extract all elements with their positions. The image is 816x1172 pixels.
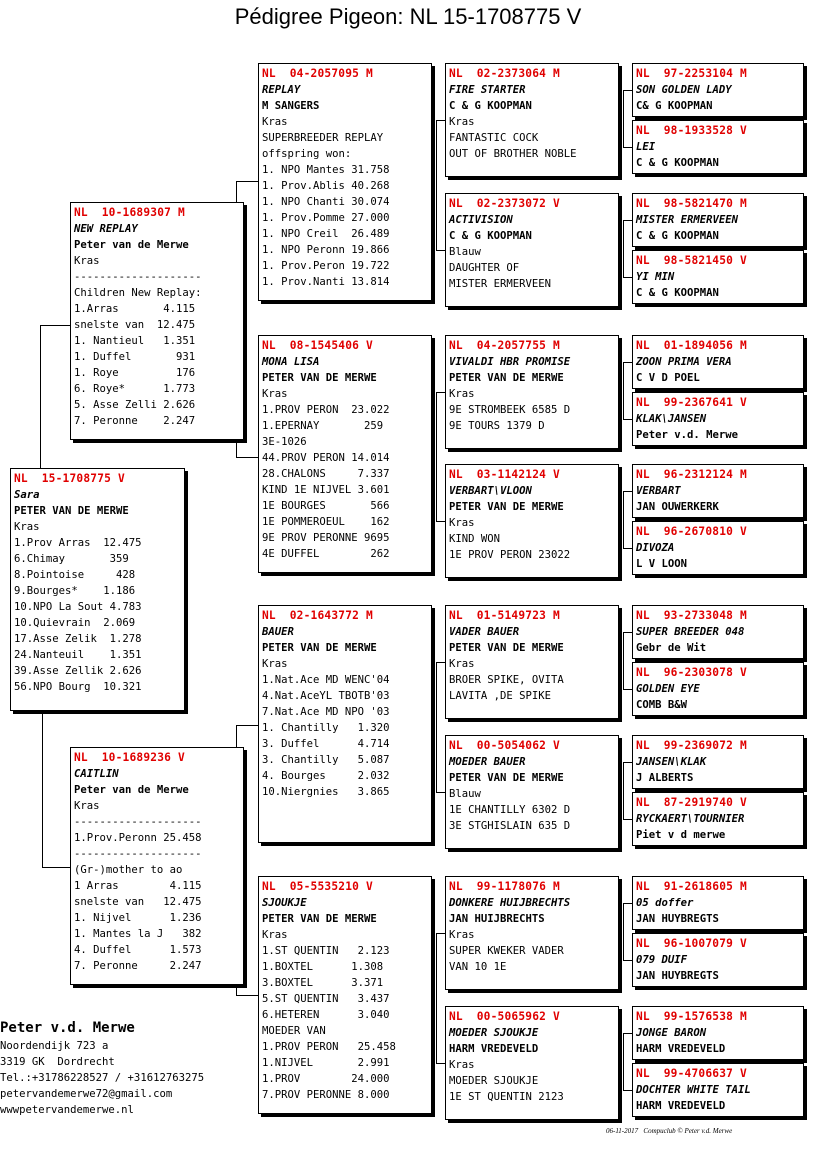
- note-line: (Gr-)mother to ao: [74, 864, 183, 876]
- ring-number: NL 00-5065962 V: [449, 1010, 560, 1023]
- connector-line: [436, 120, 445, 121]
- connector-line: [623, 491, 624, 548]
- pigeon-name: ACTIVISION: [449, 214, 513, 226]
- connector-line: [436, 933, 445, 934]
- note-line: 1E PROV PERON 23022: [449, 549, 571, 561]
- breeder: Peter v.d. Merwe: [636, 429, 739, 441]
- ring-number: NL 96-2312124 M: [636, 468, 747, 481]
- connector-line: [436, 392, 437, 521]
- note-line: 4E DUFFEL 262: [262, 548, 390, 560]
- breeder: PETER VAN DE MERWE: [449, 772, 564, 784]
- connector-line: [623, 491, 632, 492]
- pigeon-name: DIVOZA: [636, 542, 675, 554]
- note-line: 1. Nijvel 1.236: [74, 912, 202, 924]
- pigeon-name: KLAK\JANSEN: [636, 413, 707, 425]
- note-line: 3E-1026: [262, 436, 307, 448]
- connector-line: [623, 903, 632, 904]
- ring-number: NL 93-2733048 M: [636, 609, 747, 622]
- note-line: 4.Nat.AceYL TBOTB'03: [262, 690, 390, 702]
- note-line: 3.BOXTEL 3.371: [262, 977, 384, 989]
- ring-number: NL 02-2373072 V: [449, 197, 560, 210]
- ring-number: NL 05-5535210 V: [262, 880, 373, 893]
- breeder: C & G KOOPMAN: [449, 230, 532, 242]
- color: Kras: [449, 517, 475, 529]
- note-line: 8.Pointoise 428: [14, 569, 136, 581]
- pigeon-name: VERBART\VLOON: [449, 485, 532, 497]
- note-line: 1.NIJVEL 2.991: [262, 1057, 390, 1069]
- connector-line: [40, 325, 70, 326]
- breeder: C & G KOOPMAN: [449, 100, 532, 112]
- note-line: 7.PROV PERONNE 8.000: [262, 1089, 390, 1101]
- connector-line: [236, 995, 258, 996]
- pigeon-name: MONA LISA: [262, 356, 320, 368]
- note-line: 5. Asse Zelli 2.626: [74, 399, 196, 411]
- connector-line: [436, 792, 445, 793]
- connector-line: [623, 220, 624, 277]
- ring-number: NL 10-1689307 M: [74, 206, 185, 219]
- ring-number: NL 96-1007079 V: [636, 937, 747, 950]
- connector-line: [623, 1090, 632, 1091]
- pigeon-name: SJOUKJE: [262, 897, 307, 909]
- pigeon-name: VERBART: [636, 485, 681, 497]
- note-line: 10.Niergnies 3.865: [262, 786, 390, 798]
- note-line: 1.PROV PERON 25.458: [262, 1041, 396, 1053]
- note-line: 1E POMMEROEUL 162: [262, 516, 390, 528]
- note-line: 1.Prov.Peronn 25.458: [74, 832, 202, 844]
- note-line: Children New Replay:: [74, 287, 202, 299]
- pigeon-card-g10[interactable]: [632, 662, 804, 716]
- connector-line: [436, 933, 437, 1063]
- pigeon-name: RYCKAERT\TOURNIER: [636, 813, 745, 825]
- connector-line: [623, 762, 632, 763]
- ring-number: NL 96-2670810 V: [636, 525, 747, 538]
- connector-line: [42, 711, 43, 868]
- pigeon-card-g11[interactable]: [632, 735, 804, 789]
- note-line: KIND WON: [449, 533, 501, 545]
- pigeon-card-g1[interactable]: [632, 63, 804, 117]
- note-line: --------------------: [74, 271, 202, 283]
- note-line: FANTASTIC COCK: [449, 132, 539, 144]
- breeder: JAN HUIJBRECHTS: [449, 913, 545, 925]
- color: Kras: [449, 929, 475, 941]
- ring-number: NL 87-2919740 V: [636, 796, 747, 809]
- breeder: Peter van de Merwe: [74, 784, 189, 796]
- pigeon-card-g12[interactable]: [632, 792, 804, 846]
- note-line: 1.PROV 24.000: [262, 1073, 390, 1085]
- breeder: PETER VAN DE MERWE: [449, 372, 564, 384]
- note-line: 7. Peronne 2.247: [74, 960, 202, 972]
- note-line: 1. NPO Peronn 19.866: [262, 244, 390, 256]
- pigeon-name: Sara: [14, 489, 40, 501]
- pigeon-card-sire[interactable]: [70, 202, 244, 440]
- note-line: 39.Asse Zellik 2.626: [14, 665, 142, 677]
- note-line: 1. Mantes la J 382: [74, 928, 202, 940]
- breeder: HARM VREDEVELD: [636, 1043, 726, 1055]
- pigeon-name: CAITLIN: [74, 768, 119, 780]
- connector-line: [623, 960, 632, 961]
- note-line: 1. Prov.Ablis 40.268: [262, 180, 390, 192]
- ring-number: NL 00-5054062 V: [449, 739, 560, 752]
- color: Kras: [262, 658, 288, 670]
- owner-address2: 3319 GK Dordrecht: [0, 1056, 115, 1068]
- pigeon-name: REPLAY: [262, 84, 301, 96]
- ring-number: NL 98-1933528 V: [636, 124, 747, 137]
- breeder: JAN HUYBREGTS: [636, 970, 719, 982]
- note-line: 1E ST QUENTIN 2123: [449, 1091, 564, 1103]
- note-line: 6. Roye* 1.773: [74, 383, 196, 395]
- owner-phone: Tel.:+31786228527 / +31612763275: [0, 1072, 205, 1084]
- note-line: snelste van 12.475: [74, 896, 202, 908]
- note-line: 1. Roye 176: [74, 367, 196, 379]
- note-line: 28.CHALONS 7.337: [262, 468, 390, 480]
- note-line: 9.Bourges* 1.186: [14, 585, 136, 597]
- pigeon-name: JONGE BARON: [636, 1027, 707, 1039]
- pigeon-card-g6[interactable]: [632, 392, 804, 446]
- pigeon-card-ssd[interactable]: [445, 193, 619, 307]
- ring-number: NL 99-2367641 V: [636, 396, 747, 409]
- breeder: PETER VAN DE MERWE: [262, 913, 377, 925]
- note-line: 1. Prov.Peron 19.722: [262, 260, 390, 272]
- note-line: 1. NPO Creil 26.489: [262, 228, 390, 240]
- breeder: HARM VREDEVELD: [636, 1100, 726, 1112]
- ring-number: NL 98-5821470 M: [636, 197, 747, 210]
- note-line: 1.ST QUENTIN 2.123: [262, 945, 390, 957]
- note-line: LAVITA ,DE SPIKE: [449, 690, 552, 702]
- connector-line: [40, 325, 41, 468]
- ring-number: NL 99-1576538 M: [636, 1010, 747, 1023]
- pigeon-name: GOLDEN EYE: [636, 683, 700, 695]
- note-line: 1E BOURGES 566: [262, 500, 390, 512]
- breeder: C& G KOOPMAN: [636, 100, 713, 112]
- note-line: 44.PROV PERON 14.014: [262, 452, 390, 464]
- connector-line: [623, 362, 624, 419]
- connector-line: [436, 521, 445, 522]
- connector-line: [436, 120, 437, 250]
- pigeon-name: DONKERE HUIJBRECHTS: [449, 897, 571, 909]
- breeder: PETER VAN DE MERWE: [14, 505, 129, 517]
- note-line: 4. Bourges 2.032: [262, 770, 390, 782]
- breeder: JAN HUYBREGTS: [636, 913, 719, 925]
- ring-number: NL 91-2618605 M: [636, 880, 747, 893]
- note-line: --------------------: [74, 816, 202, 828]
- note-line: 4. Duffel 1.573: [74, 944, 202, 956]
- connector-line: [623, 819, 632, 820]
- note-line: MOEDER VAN: [262, 1025, 326, 1037]
- pigeon-card-dd[interactable]: [258, 876, 432, 1114]
- note-line: 1. Duffel 931: [74, 351, 196, 363]
- pigeon-card-g9[interactable]: [632, 605, 804, 659]
- breeder: PETER VAN DE MERWE: [449, 642, 564, 654]
- note-line: MOEDER SJOUKJE: [449, 1075, 539, 1087]
- owner-address1: Noordendijk 723 a: [0, 1040, 109, 1052]
- breeder: COMB B&W: [636, 699, 688, 711]
- ring-number: NL 04-2057095 M: [262, 67, 373, 80]
- pigeon-name: DOCHTER WHITE TAIL: [636, 1084, 751, 1096]
- ring-number: NL 01-1894056 M: [636, 339, 747, 352]
- note-line: 7.Nat.Ace MD NPO '03: [262, 706, 390, 718]
- pigeon-name: NEW REPLAY: [74, 223, 138, 235]
- owner-email[interactable]: petervandemerwe72@gmail.com: [0, 1088, 173, 1100]
- note-line: snelste van 12.475: [74, 319, 196, 331]
- pigeon-card-sdd[interactable]: [445, 464, 619, 578]
- note-line: KIND 1E NIJVEL 3.601: [262, 484, 390, 496]
- note-line: 3E STGHISLAIN 635 D: [449, 820, 571, 832]
- note-line: 1. NPO Mantes 31.758: [262, 164, 390, 176]
- pigeon-name: VIVALDI HBR PROMISE: [449, 356, 571, 368]
- ring-number: NL 02-1643772 M: [262, 609, 373, 622]
- footer: [606, 1127, 732, 1135]
- pigeon-name: MOEDER SJOUKJE: [449, 1027, 539, 1039]
- breeder: C & G KOOPMAN: [636, 287, 719, 299]
- breeder: HARM VREDEVELD: [449, 1043, 539, 1055]
- note-line: 6.Chimay 359: [14, 553, 129, 565]
- note-line: 5.ST QUENTIN 3.437: [262, 993, 390, 1005]
- note-line: VAN 10 1E: [449, 961, 507, 973]
- connector-line: [236, 725, 258, 726]
- note-line: 56.NPO Bourg 10.321: [14, 681, 142, 693]
- note-line: 1.Prov Arras 12.475: [14, 537, 142, 549]
- page-title: Pédigree Pigeon: NL 15-1708775 V: [234, 4, 582, 29]
- note-line: 1.EPERNAY 259: [262, 420, 384, 432]
- pigeon-card-sds[interactable]: [445, 335, 619, 449]
- pigeon-card-g16[interactable]: [632, 1063, 804, 1117]
- breeder: C & G KOOPMAN: [636, 230, 719, 242]
- note-line: 9E PROV PERONNE 9695: [262, 532, 390, 544]
- pigeon-name: LEI: [636, 141, 656, 153]
- pigeon-card-sss[interactable]: [445, 63, 619, 177]
- note-line: 10.Quievrain 2.069: [14, 617, 136, 629]
- pigeon-card-g5[interactable]: [632, 335, 804, 389]
- ring-number: NL 04-2057755 M: [449, 339, 560, 352]
- footer-date: 06-11-2017: [606, 1127, 639, 1135]
- color: Kras: [14, 521, 40, 533]
- pigeon-card-ddd[interactable]: [445, 1006, 619, 1120]
- ring-number: NL 98-5821450 V: [636, 254, 747, 267]
- connector-line: [623, 419, 632, 420]
- connector-line: [623, 632, 624, 689]
- ring-number: NL 01-5149723 M: [449, 609, 560, 622]
- connector-line: [42, 867, 70, 868]
- pigeon-card-subject[interactable]: [10, 468, 185, 711]
- note-line: 1. Prov.Nanti 13.814: [262, 276, 390, 288]
- connector-line: [623, 90, 624, 147]
- note-line: 17.Asse Zelik 1.278: [14, 633, 142, 645]
- note-line: 1. NPO Chanti 30.074: [262, 196, 390, 208]
- note-line: 1.BOXTEL 1.308: [262, 961, 384, 973]
- note-line: 6.HETEREN 3.040: [262, 1009, 390, 1021]
- connector-line: [623, 762, 624, 819]
- connector-line: [623, 1033, 624, 1090]
- connector-line: [623, 689, 632, 690]
- note-line: MISTER ERMERVEEN: [449, 278, 552, 290]
- breeder: Gebr de Wit: [636, 642, 707, 654]
- breeder: Peter van de Merwe: [74, 239, 189, 251]
- ring-number: NL 99-2369072 M: [636, 739, 747, 752]
- breeder: PETER VAN DE MERWE: [262, 372, 377, 384]
- breeder: PETER VAN DE MERWE: [262, 642, 377, 654]
- pigeon-name: VADER BAUER: [449, 626, 520, 638]
- breeder: PETER VAN DE MERWE: [449, 501, 564, 513]
- color: Kras: [449, 116, 475, 128]
- pigeon-card-dam[interactable]: [70, 747, 244, 985]
- note-line: DAUGHTER OF: [449, 262, 520, 274]
- note-line: 1. Prov.Pomme 27.000: [262, 212, 390, 224]
- color: Blauw: [449, 246, 481, 258]
- connector-line: [236, 457, 258, 458]
- breeder: C & G KOOPMAN: [636, 157, 719, 169]
- note-line: 1. Nantieul 1.351: [74, 335, 196, 347]
- owner-name: Peter v.d. Merwe: [0, 1020, 135, 1036]
- pigeon-card-dds[interactable]: [445, 876, 619, 990]
- note-line: 1.Nat.Ace MD WENC'04: [262, 674, 390, 686]
- ring-number: NL 97-2253104 M: [636, 67, 747, 80]
- note-line: 1. Chantilly 1.320: [262, 722, 390, 734]
- note-line: OUT OF BROTHER NOBLE: [449, 148, 577, 160]
- note-line: SUPER KWEKER VADER: [449, 945, 564, 957]
- ring-number: NL 99-4706637 V: [636, 1067, 747, 1080]
- breeder: J ALBERTS: [636, 772, 694, 784]
- pigeon-card-g14[interactable]: [632, 933, 804, 987]
- ring-number: NL 99-1178076 M: [449, 880, 560, 893]
- pigeon-card-ss[interactable]: [258, 63, 432, 301]
- connector-line: [436, 662, 445, 663]
- ring-number: NL 02-2373064 M: [449, 67, 560, 80]
- ring-number: NL 96-2303078 V: [636, 666, 747, 679]
- note-line: 10.NPO La Sout 4.783: [14, 601, 142, 613]
- connector-line: [436, 1063, 445, 1064]
- connector-line: [436, 662, 437, 792]
- pigeon-card-g15[interactable]: [632, 1006, 804, 1060]
- owner-block: [0, 1018, 204, 1118]
- color: Kras: [262, 388, 288, 400]
- pigeon-card-ds[interactable]: [258, 605, 432, 843]
- breeder: L V LOON: [636, 558, 688, 570]
- note-line: 1.Arras 4.115: [74, 303, 196, 315]
- connector-line: [623, 147, 632, 148]
- pigeon-name: 079 DUIF: [636, 954, 688, 966]
- note-line: 9E STROMBEEK 6585 D: [449, 404, 571, 416]
- color: Kras: [449, 388, 475, 400]
- note-line: 3. Duffel 4.714: [262, 738, 390, 750]
- pigeon-name: SUPER BREEDER 048: [636, 626, 745, 638]
- note-line: 1E CHANTILLY 6302 D: [449, 804, 571, 816]
- pigeon-name: BAUER: [262, 626, 294, 638]
- pigeon-name: JANSEN\KLAK: [636, 756, 707, 768]
- note-line: 9E TOURS 1379 D: [449, 420, 545, 432]
- pigeon-name: YI MIN: [636, 271, 675, 283]
- pigeon-name: MOEDER BAUER: [449, 756, 526, 768]
- connector-line: [623, 277, 632, 278]
- color: Kras: [74, 800, 100, 812]
- breeder: C V D POEL: [636, 372, 700, 384]
- ring-number: NL 15-1708775 V: [14, 472, 125, 485]
- pigeon-card-g4[interactable]: [632, 250, 804, 304]
- connector-line: [236, 181, 258, 182]
- note-line: --------------------: [74, 848, 202, 860]
- pigeon-card-g3[interactable]: [632, 193, 804, 247]
- pigeon-card-g7[interactable]: [632, 464, 804, 518]
- note-line: 1.PROV PERON 23.022: [262, 404, 390, 416]
- connector-line: [623, 362, 632, 363]
- color: Kras: [262, 929, 288, 941]
- breeder: M SANGERS: [262, 100, 320, 112]
- pigeon-card-g13[interactable]: [632, 876, 804, 930]
- connector-line: [623, 632, 632, 633]
- connector-line: [436, 250, 445, 251]
- color: Kras: [449, 1059, 475, 1071]
- owner-website[interactable]: wwwpetervandemerwe.nl: [0, 1104, 134, 1116]
- connector-line: [623, 220, 632, 221]
- pigeon-card-g8[interactable]: [632, 521, 804, 575]
- connector-line: [623, 1033, 632, 1034]
- footer-credit: Compuclub © Peter v.d. Merwe: [643, 1127, 733, 1135]
- pigeon-name: ZOON PRIMA VERA: [636, 356, 732, 368]
- color: Kras: [74, 255, 100, 267]
- pigeon-name: FIRE STARTER: [449, 84, 526, 96]
- connector-line: [623, 90, 632, 91]
- pigeon-name: SON GOLDEN LADY: [636, 84, 732, 96]
- pigeon-card-sd[interactable]: [258, 335, 432, 573]
- ring-number: NL 03-1142124 V: [449, 468, 560, 481]
- note-line: SUPERBREEDER REPLAY: [262, 132, 384, 144]
- note-line: BROER SPIKE, OVITA: [449, 674, 564, 686]
- pigeon-name: 05 doffer: [636, 897, 694, 909]
- ring-number: NL 10-1689236 V: [74, 751, 185, 764]
- note-line: 3. Chantilly 5.087: [262, 754, 390, 766]
- connector-line: [436, 392, 445, 393]
- pigeon-card-g2[interactable]: [632, 120, 804, 174]
- color: Kras: [449, 658, 475, 670]
- pigeon-card-dss[interactable]: [445, 605, 619, 719]
- ring-number: NL 08-1545406 V: [262, 339, 373, 352]
- note-line: 24.Nanteuil 1.351: [14, 649, 142, 661]
- connector-line: [623, 548, 632, 549]
- pigeon-name: MISTER ERMERVEEN: [636, 214, 739, 226]
- note-line: 7. Peronne 2.247: [74, 415, 196, 427]
- breeder: Piet v d merwe: [636, 829, 726, 841]
- color: Blauw: [449, 788, 481, 800]
- note-line: 1 Arras 4.115: [74, 880, 202, 892]
- note-line: offspring won:: [262, 148, 352, 160]
- breeder: JAN OUWERKERK: [636, 501, 719, 513]
- color: Kras: [262, 116, 288, 128]
- pigeon-card-dsd[interactable]: [445, 735, 619, 849]
- connector-line: [623, 903, 624, 960]
